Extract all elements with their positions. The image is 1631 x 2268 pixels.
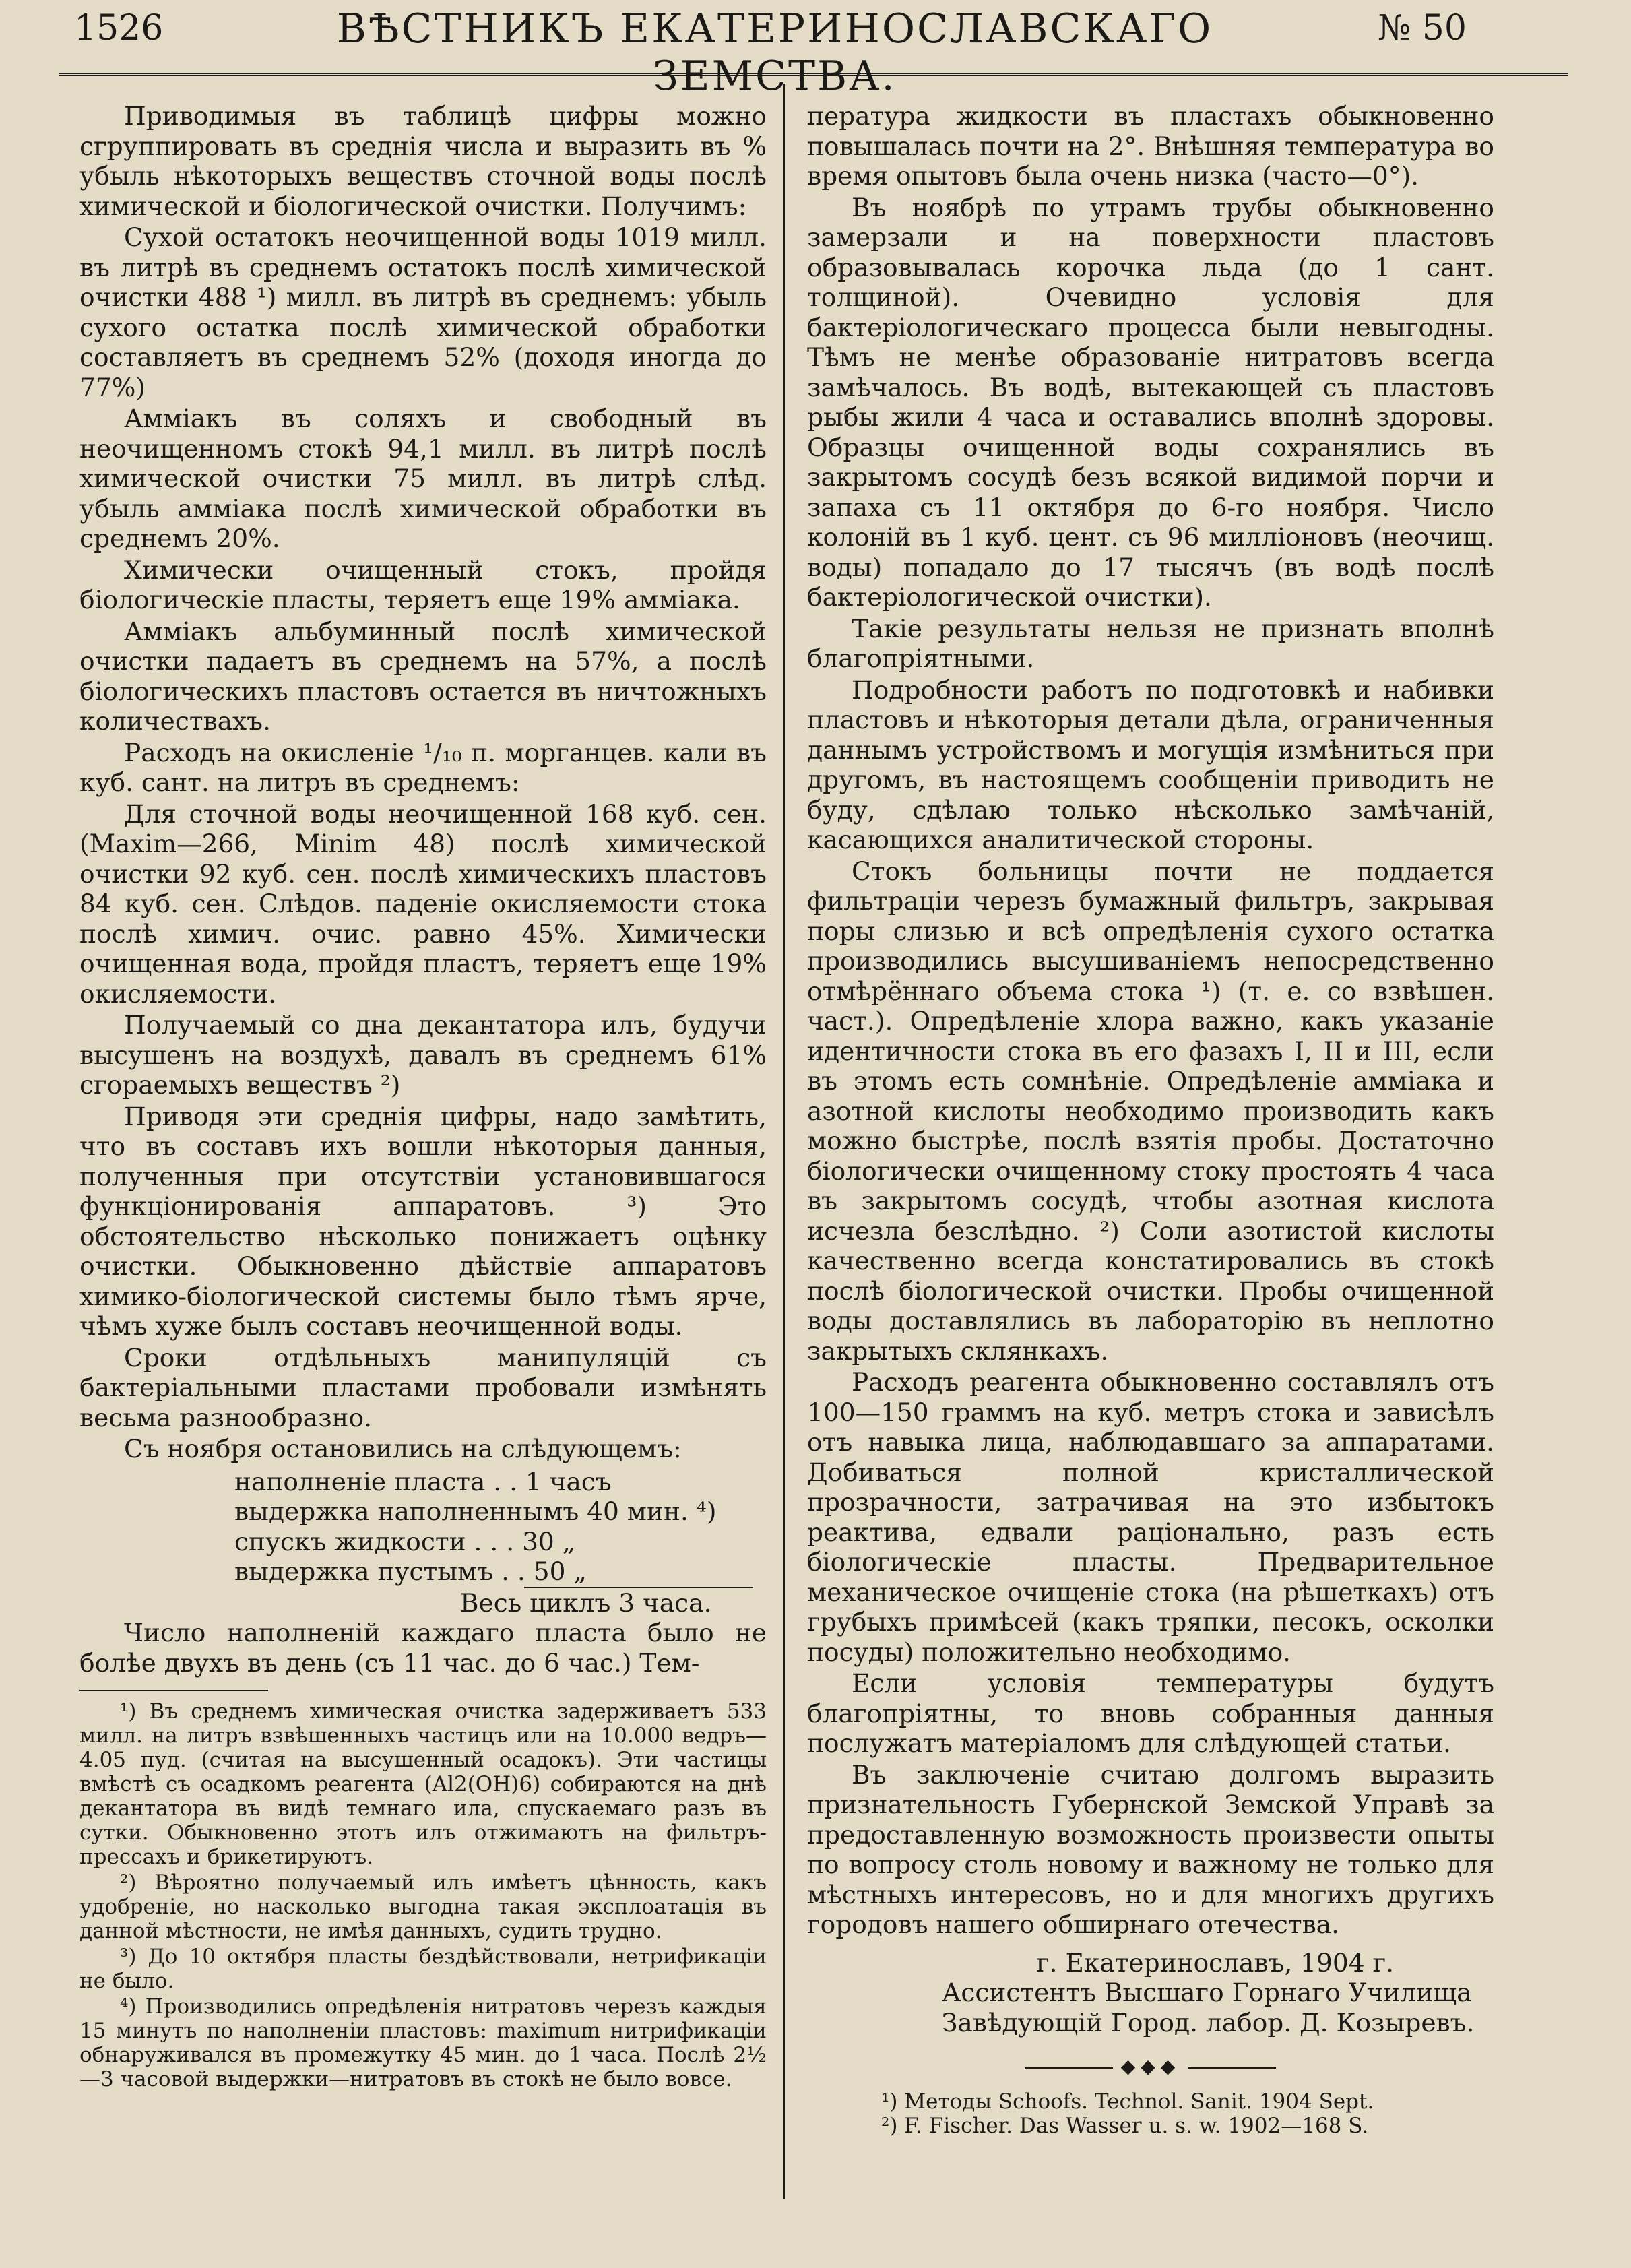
schedule-row [79,1556,767,1587]
schedule-total: Весь циклъ 3 часа. [460,1587,712,1618]
paragraph: Получаемый со дна декантатора илъ, будучи высушенъ на воздухѣ, давалъ въ среднемъ 61% сгораемыхъ веществъ ²) [79,1010,767,1100]
paragraph: Для сточной воды неочищенной 168 куб. сен. (Maxim—266, Minim 48) послѣ химической очистки 92 куб. сен. послѣ химическихъ пластовъ 84 куб. сен. Слѣдов. паденіе окисляемости стока послѣ химич. очис. равно 45%. Химически очищенная вода, пройдя пластъ, теряетъ еще 19% окисляемости. [79,798,767,1009]
paragraph: Расходъ на окисленіе ¹/₁₀ п. морганцев. кали въ куб. сант. на литръ въ среднемъ: [79,737,767,797]
paragraph: Приводя эти среднія цифры, надо замѣтить, что въ составъ ихъ вошли нѣкоторыя данныя, полученныя при отсутствіи установившагося функціонированія аппаратовъ. ³) Это обстоятельство нѣсколько понижаетъ оцѣнку очистки. Обыкновенно дѣйствіе аппаратовъ химико-біологической системы было тѣмъ ярче, чѣмъ хуже былъ составъ неочищенной воды. [79,1101,767,1341]
paragraph: Если условія температуры будутъ благопріятны, то вновь собранныя данныя послужатъ матеріаломъ для слѣдующей статьи. [807,1668,1494,1758]
signature-place-date: г. Екатеринославъ, 1904 г. [1036,1947,1395,1978]
paragraph: пература жидкости въ пластахъ обыкновенно повышалась почти на 2°. Внѣшняя температура во время опытовъ была очень низка (часто—0°). [807,101,1494,191]
schedule-step: выдержка наполненнымъ [234,1497,579,1526]
right-column [807,101,1494,2138]
footnote: ⁴) Производились опредѣленія нитратовъ черезъ каждыя 15 минутъ по наполненіи пластовъ: maximum нитрификаціи обнаруживался въ промежутку 45 мин. до 1 часа. Послѣ 2½—3 часовой выдержки—нитратовъ въ стокѣ не было вовсе. [79,1994,767,2091]
schedule-step: наполненіе пласта [234,1466,486,1497]
ornament-divider: ◆◆◆ [807,2055,1494,2077]
paragraph: Аммiакъ въ соляхъ и свободный въ неочищенномъ стокѣ 94,1 милл. въ литрѣ послѣ химической очистки 75 милл. въ литрѣ слѣд. убыль аммiака послѣ химической обработки въ среднемъ 20%. [79,404,767,553]
schedule-row [79,1467,767,1497]
footnote-rule [79,1690,268,1691]
footnote: ²) F. Fischer. Das Wasser u. s. w. 1902—168 S. [881,2114,1369,2138]
schedule-step: спускъ жидкости [234,1526,466,1556]
paragraph: Аммiакъ альбуминный послѣ химической очистки падаетъ въ среднемъ на 57%, а послѣ біологическихъ пластовъ остается въ ничтожныхъ количествахъ. [79,616,767,736]
issue-number: № 50 [1378,8,1467,49]
paragraph: Въ заключеніе считаю долгомъ выразить признательность Губернской Земской Управѣ за предоставленную возможность произвести опыты по вопросу столь новому и важному не только для мѣстныхъ интересовъ, но и для многихъ другихъ городовъ нашего обширнаго отечества. [807,1759,1494,1939]
column-divider [783,84,785,2199]
schedule-duration: . . . 30 „ [474,1526,576,1556]
paragraph: Число наполненій каждаго пласта было не болѣе двухъ въ день (съ 11 час. до 6 час.) Тем- [79,1618,767,1678]
footnote: ²) Вѣроятно получаемый илъ имѣетъ цѣнность, какъ удобреніе, но насколько выгодна такая эксплоатація въ данной мѣстности, не имѣя данныхъ, судить трудно. [79,1870,767,1943]
schedule-row [79,1527,767,1557]
page-number: 1526 [74,8,164,49]
cycle-schedule [79,1467,767,1618]
schedule-duration: . . 1 часъ [493,1466,612,1497]
journal-title: ВѢСТНИКЪ ЕКАТЕРИНОСЛАВСКАГО ЗЕМСТВА. [336,5,1213,100]
schedule-duration: 40 мин. ⁴) [587,1497,717,1526]
paragraph: Сухой остатокъ неочищенной воды 1019 милл. въ литрѣ въ среднемъ остатокъ послѣ химической очистки 488 ¹) милл. въ литрѣ въ среднемъ: убыль сухого остатка послѣ химической обработки составляетъ въ среднемъ 52% (доходя иногда до 77%) [79,222,767,402]
paragraph: Въ ноябрѣ по утрамъ трубы обыкновенно замерзали и на поверхности пластовъ образовывалась корочка льда (до 1 сант. толщиной). Очевидно условія для бактеріологическаго процесса были невыгодны. Тѣмъ не менѣе образованіе нитратовъ всегда замѣчалось. Въ водѣ, вытекающей съ пластовъ рыбы жили 4 часа и оставались вполнѣ здоровы. Образцы очищенной воды сохранялись въ закрытомъ сосудѣ безъ всякой видимой порчи и запаха съ 11 октября до 6-го ноября. Число колоній въ 1 куб. цент. съ 96 милліоновъ (неочищ. воды) попадало до 17 тысячъ (въ водѣ послѣ бактеріологической очистки). [807,192,1494,612]
paragraph: Сроки отдѣльныхъ манипуляцій съ бактеріальными пластами пробовали измѣнять весьма разнообразно. [79,1342,767,1432]
paragraph: Приводимыя въ таблицѣ цифры можно сгруппировать въ среднія числа и выразить въ % убыль нѣкоторыхъ веществъ сточной воды послѣ химической и біологической очистки. Получимъ: [79,101,767,221]
paragraph: Такіе результаты нельзя не признать вполнѣ благопріятными. [807,613,1494,673]
signature-position: Ассистентъ Высшаго Горнаго Училища [942,1978,1472,2007]
left-column [79,101,767,2093]
paragraph: Химически очищенный стокъ, пройдя біологическіе пласты, теряетъ еще 19% аммiака. [79,555,767,615]
page-header [0,0,1631,100]
footnote: ¹) Въ среднемъ химическая очистка задерживаетъ 533 милл. на литръ взвѣшенныхъ частицъ или на 10.000 ведръ—4.05 пуд. (считая на высушенный осадокъ). Эти частицы вмѣстѣ съ осадкомъ реагента (Al2(OH)6) собираются на днѣ декантатора въ видѣ темнаго ила, спускаемаго разъ въ сутки. Обыкновенно этотъ илъ отжимаютъ на фильтръ-прессахъ и брикетируютъ. [79,1699,767,1869]
signature-block [807,1948,1494,2038]
paragraph: Расходъ реагента обыкновенно составлялъ отъ 100—150 граммъ на куб. метръ стока и зависѣлъ отъ навыка лица, наблюдавшаго за аппаратами. Добиваться полной кристаллической прозрачности, затрачивая на это избытокъ реактива, едвали раціонально, разъ есть біологическіе пласты. Предварительное механическое очищеніе стока (на рѣшеткахъ) отъ грубыхъ примѣсей (какъ тряпки, песокъ, осколки посуды) положительно необходимо. [807,1367,1494,1667]
schedule-row [79,1497,767,1527]
schedule-duration: . . 50 „ [501,1556,587,1586]
header-rule [59,73,1568,76]
footnote: ³) До 10 октября пласты бездѣйствовали, нетрификаціи не было. [79,1945,767,1993]
paragraph: Стокъ больницы почти не поддается фильтраціи черезъ бумажный фильтръ, закрывая поры слизью и всѣ опредѣленія сухого остатка производились высушиваніемъ непосредственно отмѣрённаго объема стока ¹) (т. е. со взвѣшен. част.). Опредѣленіе хлора важно, какъ указаніе идентичности стока въ его фазахъ I, II и III, если въ этомъ есть сомнѣніе. Опредѣленіе аммiака и азотной кислоты необходимо производить какъ можно быстрѣе, послѣ взятія пробы. Достаточно біологически очищенному стоку простоять 4 часа въ закрытомъ сосудѣ, чтобы азотная кислота исчезла безслѣдно. ²) Соли азотистой кислоты качественно всегда констатировались въ стокѣ послѣ біологической очистки. Пробы очищенной воды доставлялись въ лабораторію въ неплотно закрытыхъ склянкахъ. [807,856,1494,1366]
schedule-step: выдержка пустымъ [234,1556,494,1586]
paragraph: Съ ноября остановились на слѣдующемъ: [124,1434,682,1463]
paragraph: Подробности работъ по подготовкѣ и набивки пластовъ и нѣкоторыя детали дѣла, ограниченныя даннымъ устройствомъ и могущія измѣниться при другомъ, въ настоящемъ сообщеніи приводить не буду, сдѣлаю только нѣсколько замѣчаній, касающихся аналитической стороны. [807,674,1494,854]
footnote: ¹) Методы Schoofs. Technol. Sanit. 1904 Sept. [881,2089,1374,2114]
signature-author: Завѣдующій Город. лабор. Д. Козыревъ. [942,2007,1475,2038]
